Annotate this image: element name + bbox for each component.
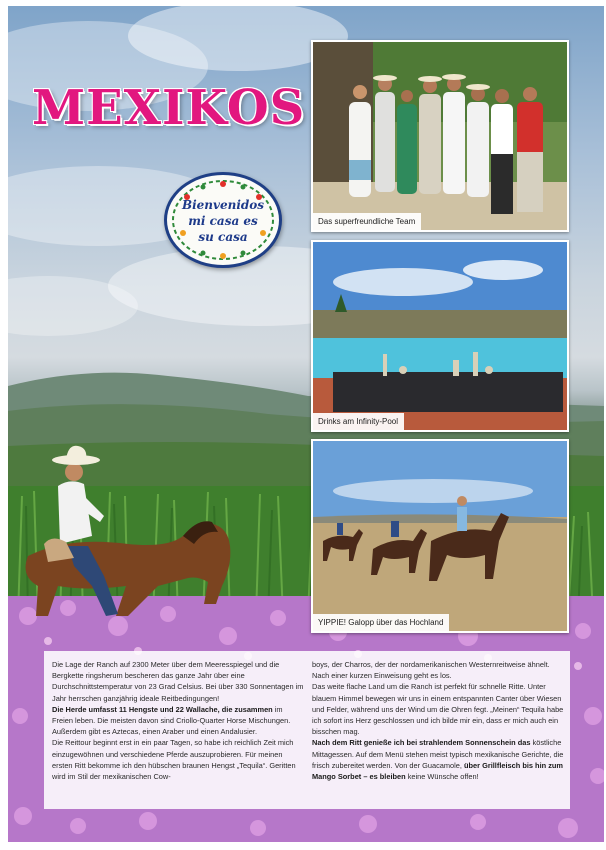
article-text: im Freien leben. Die meisten davon sind Criollo-Quarter Horse Mischungen. Außerdem gibt es Aztecas, einen Araber und einen Andalusier. xyxy=(52,704,291,737)
plate-line-3: su casa xyxy=(198,230,248,244)
article-paragraph: Die Lage der Ranch auf 2300 Meter über dem Meeresspiegel und die Bergkette ringsherum bescheren das ganze Jahr über eine Durchschnittstemperatur von 23 Grad Celsius. Bei über 330 Sonnentagen im Jahr herrschen ganzjährig ideale Reitbedingungen! xyxy=(52,660,304,703)
article-highlight: Nach dem Ritt genieße ich bei strahlendem Sonnenschein das xyxy=(312,738,531,748)
article-highlight: Die Herde umfasst 11 Hengste und 22 Wallache, die zusammen xyxy=(52,704,273,714)
photo-gallop xyxy=(311,439,569,633)
article-paragraph xyxy=(52,704,304,738)
article-column-right xyxy=(312,659,564,782)
page-title: MEXIKOS xyxy=(32,80,306,136)
article-highlight: über Grillfleisch bis hin zum Mango Sorbet – es bleiben xyxy=(312,760,563,782)
photo-caption-pool: Drinks am Infinity-Pool xyxy=(313,413,404,430)
article-paragraph xyxy=(312,737,564,782)
photo-caption-team: Das superfreundliche Team xyxy=(313,213,421,230)
magazine-page xyxy=(8,6,604,842)
photo-team xyxy=(311,40,569,232)
plate-line-1: Bienvenidos xyxy=(181,198,265,212)
plate-line-2: mi casa es xyxy=(188,214,258,228)
article-text: köstliche Mittagessen. Auf dem Menü stehen meist typisch mexikanische Gerichte, die frisch zubereitet werden. Von der Guacamole, xyxy=(312,738,564,770)
gallop-photo-image xyxy=(313,441,567,631)
pool-photo-image xyxy=(313,242,567,430)
photo-caption-gallop: YIPPIE! Galopp über das Hochland xyxy=(313,614,449,631)
article-text: keine Wünsche offen! xyxy=(405,772,479,782)
photo-pool xyxy=(311,240,569,432)
article-paragraph: Das weite flache Land um die Ranch ist perfekt für schnelle Ritte. Unter blauem Himmel bewegen wir uns in einem entspannten Canter über Wiesen und Felder, während uns der Wind um die Ohren fegt. „Meinen“ Tequila habe ich sofort ins Herz geschlossen und ich bilde mir ein, dass er mich auch ein bisschen mag. xyxy=(312,682,564,737)
article-column-left xyxy=(52,659,304,782)
rider-on-horse xyxy=(8,426,248,626)
welcome-plate xyxy=(164,172,282,268)
article-paragraph: boys, der Charros, der der nordamerikanischen Westernreitweise ähnelt. Nach einer kurzen Einweisung geht es los. xyxy=(312,660,550,681)
team-photo-image xyxy=(313,42,567,230)
article-text-box xyxy=(44,651,570,809)
article-paragraph: Die Reittour beginnt erst in ein paar Tagen, so habe ich reichlich Zeit mich einzugewöhnen und verschiedene Pferde auszuprobieren. Für meinen ersten Ritt bekomme ich den hübschen braunen Hengst „Tequila“. Geritten wird im Stil der mexikanischen Cow- xyxy=(52,738,296,782)
